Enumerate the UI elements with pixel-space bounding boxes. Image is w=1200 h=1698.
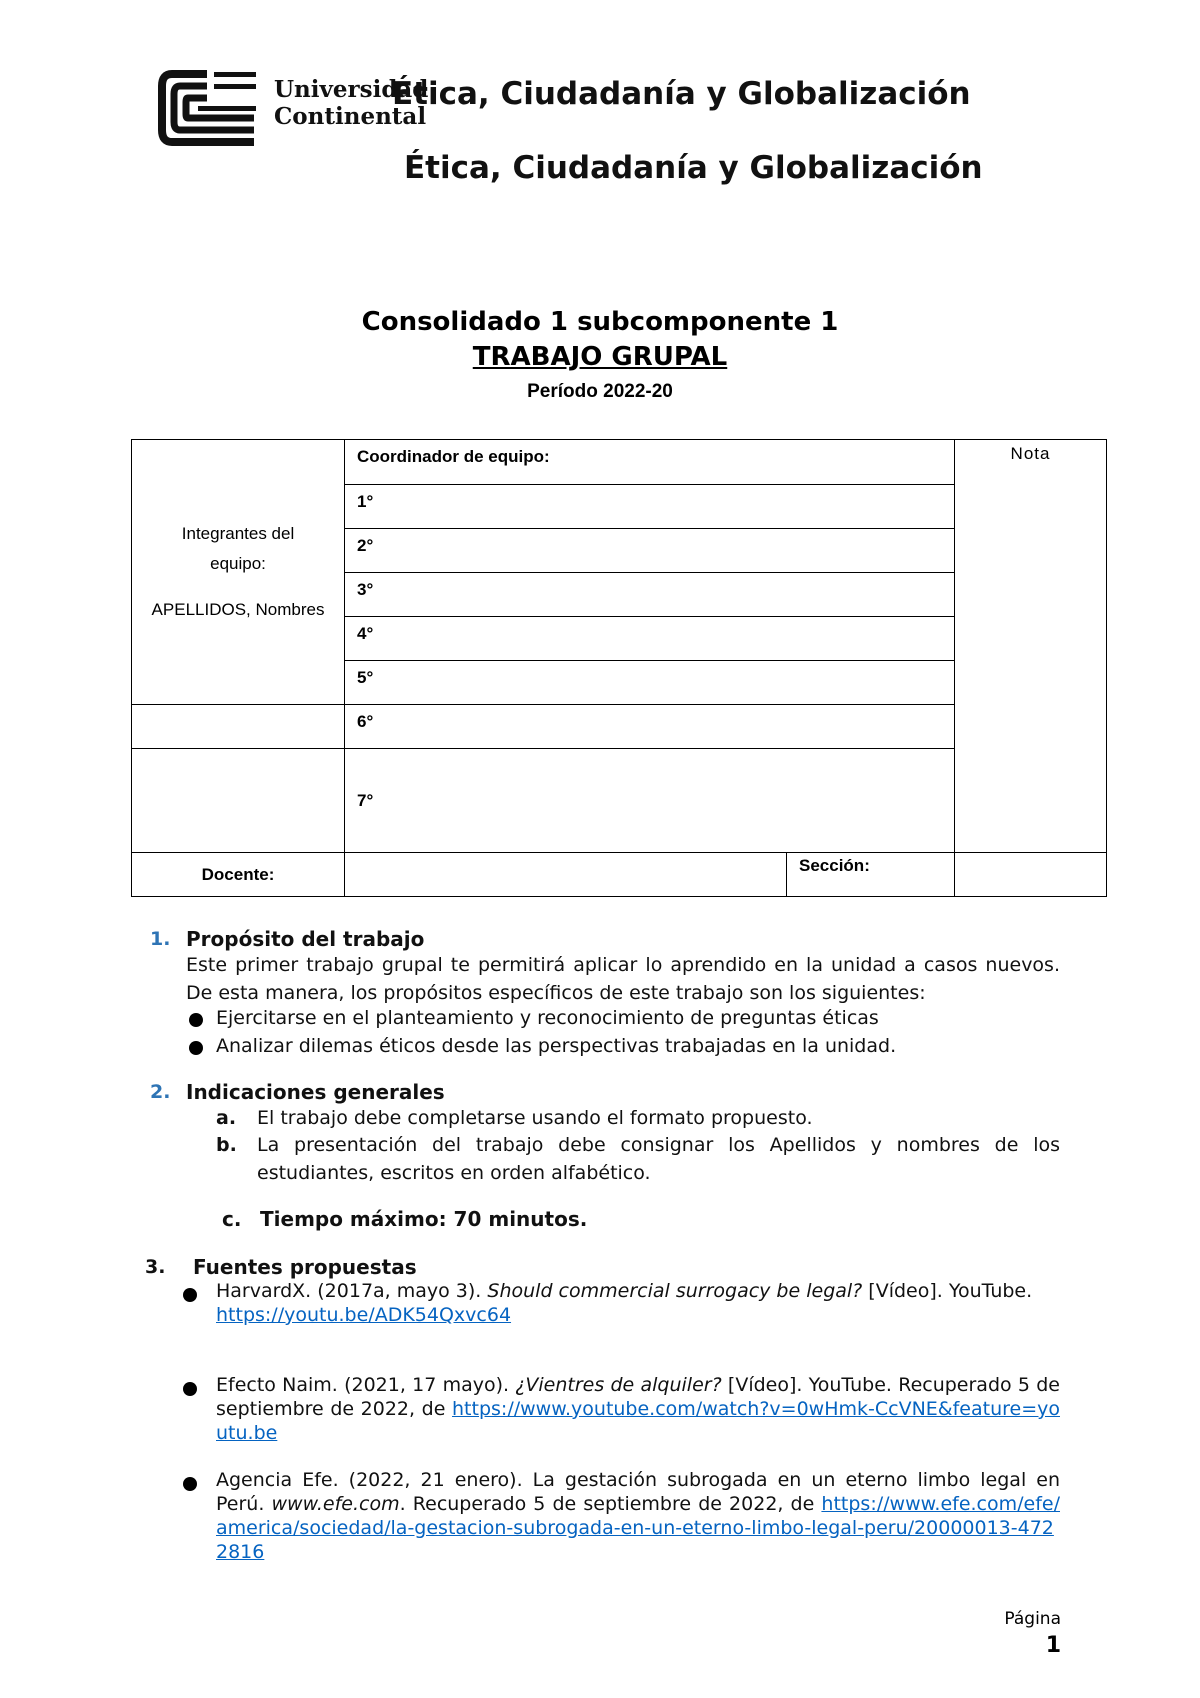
reference-link[interactable]: https://www.efe.com/efe/america/sociedad/la-gestacion-subrogada-en-un-eterno-limbo-legal-peru/20000013-4722816 <box>216 1493 1060 1563</box>
team-table <box>131 439 1107 897</box>
university-logo-icon <box>158 70 256 146</box>
page-number: 1 <box>1045 1633 1061 1658</box>
section1-number: 1. <box>150 928 171 950</box>
section1-paragraph: Este primer trabajo grupal te permitirá aplicar lo aprendido en la unidad a casos nuevos. De esta manera, los propósitos específicos de este trabajo son los siguientes: <box>186 954 1060 1004</box>
item-letter: c. <box>222 1207 242 1231</box>
course-header: Ética, Ciudadanía y Globalización <box>392 76 971 112</box>
teacher-field[interactable] <box>345 853 787 897</box>
section-label: Sección: <box>787 853 955 897</box>
member-field-5[interactable]: 5° <box>345 661 955 705</box>
section3-heading: Fuentes propuestas <box>193 1255 417 1279</box>
list-item: La presentación del trabajo debe consignar los Apellidos y nombres de los estudiantes, escritos en orden alfabético. <box>257 1134 1060 1184</box>
coordinator-field[interactable]: Coordinador de equipo: <box>345 440 955 485</box>
teacher-label: Docente: <box>132 853 345 897</box>
list-item: Ejercitarse en el planteamiento y reconocimiento de preguntas éticas <box>216 1007 879 1029</box>
document-subtitle: TRABAJO GRUPAL <box>472 342 728 372</box>
section2-number: 2. <box>150 1081 171 1103</box>
reference-link[interactable]: https://youtu.be/ADK54Qxvc64 <box>216 1304 512 1326</box>
reference-2: Efecto Naim. (2021, 17 mayo). ¿Vientres de alquiler? [Vídeo]. YouTube. Recuperado 5 de septiembre de 2022, de https://www.youtube.com/watch?v=0wHmk-CcVNE&feature=youtu.be <box>216 1374 1060 1444</box>
section2-heading: Indicaciones generales <box>186 1080 445 1104</box>
bullet-icon <box>183 1477 197 1491</box>
item-letter: b. <box>216 1134 237 1156</box>
grade-field[interactable]: Nota <box>955 440 1107 853</box>
member-field-4[interactable]: 4° <box>345 617 955 661</box>
member-field-1[interactable]: 1° <box>345 485 955 529</box>
bullet-icon <box>183 1288 197 1302</box>
item-letter: a. <box>216 1107 237 1129</box>
bullet-icon <box>189 1013 203 1027</box>
reference-1: HarvardX. (2017a, mayo 3). Should commercial surrogacy be legal? [Vídeo]. YouTube. https://youtu.be/ADK54Qxvc64 <box>216 1280 1033 1326</box>
reference-3: Agencia Efe. (2022, 21 enero). La gestación subrogada en un eterno limbo legal en Perú. www.efe.com. Recuperado 5 de septiembre de 2022, de https://www.efe.com/efe/america/sociedad/la-gestacion-subrogada-en-un-eterno-limbo-legal-peru/20000013-4722816 <box>216 1469 1060 1563</box>
bullet-icon <box>183 1382 197 1396</box>
period-label: Período 2022-20 <box>527 381 673 402</box>
section-field[interactable] <box>955 853 1107 897</box>
member-field-7[interactable]: 7° <box>345 749 955 853</box>
list-item: El trabajo debe completarse usando el formato propuesto. <box>257 1107 813 1129</box>
member-field-3[interactable]: 3° <box>345 573 955 617</box>
document-title: Consolidado 1 subcomponente 1 <box>361 307 839 337</box>
bullet-icon <box>189 1041 203 1055</box>
reference-link[interactable]: https://www.youtube.com/watch?v=0wHmk-CcVNE&feature=youtu.be <box>216 1398 1060 1444</box>
page-label: Página <box>1004 1609 1061 1629</box>
list-item: Analizar dilemas éticos desde las perspectivas trabajadas en la unidad. <box>216 1035 897 1057</box>
empty-cell <box>132 749 345 853</box>
member-field-2[interactable]: 2° <box>345 529 955 573</box>
member-field-6[interactable]: 6° <box>345 705 955 749</box>
section3-number: 3. <box>145 1256 166 1278</box>
list-item: Tiempo máximo: 70 minutos. <box>260 1207 588 1231</box>
course-title: Ética, Ciudadanía y Globalización <box>404 150 983 186</box>
section1-heading: Propósito del trabajo <box>186 927 425 951</box>
empty-cell <box>132 705 345 749</box>
team-members-label: Integrantes del equipo: APELLIDOS, Nombres <box>132 440 345 705</box>
university-logo-text: Universidad Continental <box>274 76 429 130</box>
